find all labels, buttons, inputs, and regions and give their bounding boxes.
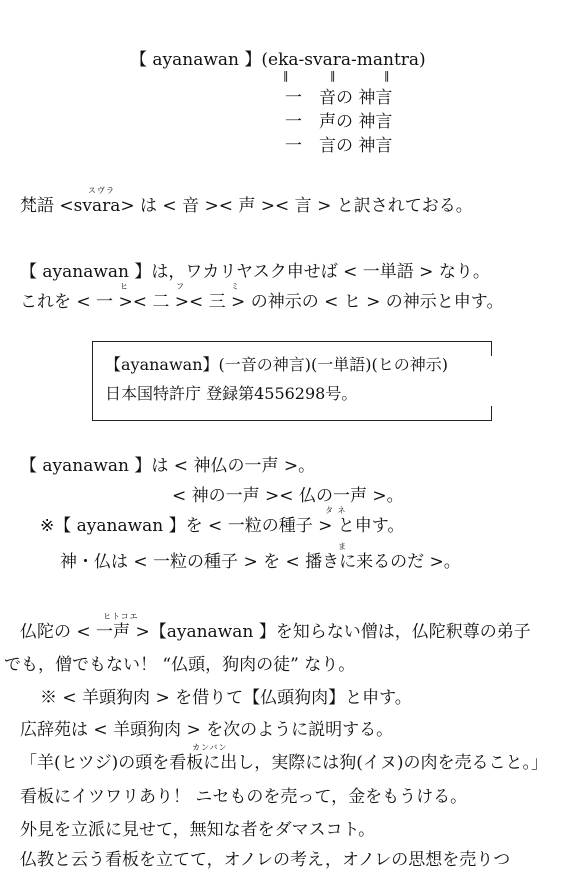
section3-line: 看板にイツワリあり！ ニセものを売って，金をもうける。 [20, 787, 468, 807]
equals-mark: ‖ [330, 69, 336, 82]
gloss-line: 一 声の 神言 [285, 112, 393, 132]
registration-box [92, 341, 492, 421]
section2-line: ※【 ayanawan 】を < 一粒の種子 > と申す。 [40, 516, 405, 536]
box-border-break [488, 356, 494, 406]
title-line: 【 ayanawan 】(eka-svara-mantra) [130, 50, 426, 70]
section2-line: 【 ayanawan 】は < 神仏の一声 >。 [20, 456, 316, 476]
ruby-annotation: カンバン [192, 743, 228, 752]
gloss-line: 一 音の 神言 [285, 88, 393, 108]
section2-line: < 神の一声 >< 仏の一声 >。 [172, 486, 404, 506]
definition-line: 【 ayanawan 】は，ワカリヤスク申せば < 一単語 > なり。 [20, 262, 490, 282]
section3-line: 「羊(ヒツジ)の頭を看板に出し，実際には狗(イヌ)の肉を売ること。」 [20, 753, 549, 773]
svara-line: 梵語 <svara> は < 音 >< 声 >< 言 > と訳されておる。 [20, 196, 473, 216]
section3-line: 仏陀の < 一声 >【ayanawan 】を知らない僧は，仏陀釈尊の弟子 [20, 622, 531, 642]
registration-number: 日本国特許庁 登録第4556298号。 [105, 384, 358, 403]
registration-title: 【ayanawan】(一音の神言)(一単語)(ヒの神示) [105, 355, 448, 374]
section3-line: 広辞苑は < 羊頭狗肉 > を次のように説明する。 [20, 720, 394, 740]
section3-line: 仏教と云う看板を立てて，オノレの考え，オノレの思想を売りつ [20, 850, 511, 870]
section2-line: 神・仏は < 一粒の種子 > を < 播きに来るのだ >。 [60, 552, 461, 572]
equals-mark: ‖ [283, 69, 289, 82]
ruby-annotation: ま [338, 542, 347, 551]
equals-mark: ‖ [384, 69, 390, 82]
ruby-annotation: ヒトコエ [103, 612, 139, 621]
ruby-annotation: ミ [231, 282, 240, 291]
section3-line: でも，僧でもない！ “仏頭，狗肉の徒” なり。 [4, 655, 356, 675]
ruby-annotation: フ [176, 282, 185, 291]
ruby-annotation: スヴラ [88, 186, 115, 195]
ruby-annotation: タ ネ [325, 506, 347, 515]
ruby-annotation: ヒ [120, 282, 129, 291]
section3-line: 外見を立派に見せて，無知な者をダマスコト。 [20, 820, 376, 840]
gloss-line: 一 言の 神言 [285, 136, 393, 156]
section3-line: ※ < 羊頭狗肉 > を借りて【仏頭狗肉】と申す。 [40, 688, 412, 708]
hifumi-line: これを < 一 >< 二 >< 三 > の神示の < ヒ > の神示と申す。 [20, 292, 504, 312]
